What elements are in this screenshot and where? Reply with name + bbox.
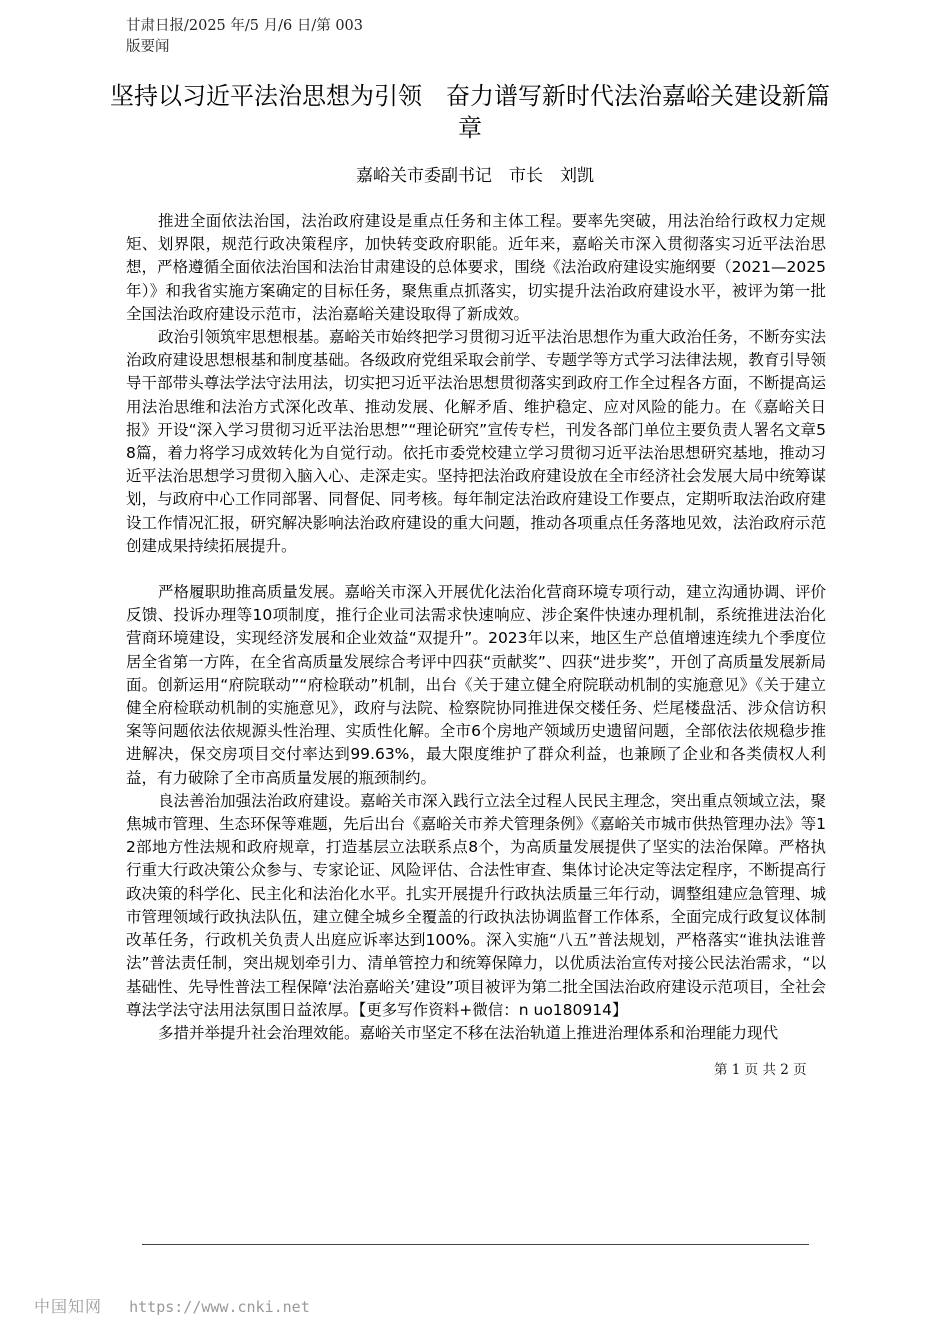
source-line-2: 版要闻 (126, 39, 170, 55)
paragraph-high-quality-development: 严格履职助推高质量发展。嘉峪关市深入开展优化法治化营商环境专项行动，建立沟通协调、评价反馈、投诉办理等10项制度，推行企业司法需求快速响应、涉企案件快速办理机制，系统推进法治化营商环境建设，实现经济发展和企业效益“双提升”。2023年以来，地区生产总值增速连续九个季度位居全省第一方阵，在全省高质量发展综合考评中四获“贡献奖”、四获“进步奖”，开创了高质量发展新局面。创新运用“府院联动”“府检联动”机制，出台《关于建立健全府院联动机制的实施意见》《关于建立健全府检联动机制的实施意见》，政府与法院、检察院协同推进保交楼任务、烂尾楼盘活、涉众信访积案等问题依法依规源头性治理、实质性化解。全市6个房地产领域历史遗留问题，全部依法依规稳步推进解决，保交房项目交付率达到99.63%，最大限度维护了群众利益，也兼顾了企业和各类债权人利益，有力破除了全市高质量发展的瓶颈制约。 (126, 583, 826, 787)
paragraph-rule-of-law-government: 良法善治加强法治政府建设。嘉峪关市深入践行立法全过程人民民主理念，突出重点领域立法，聚焦城市管理、生态环保等难题，先后出台《嘉峪关市养犬管理条例》《嘉峪关市城市供热管理办法》等12部地方性法规和政府规章，打造基层立法联系点8个，为高质量发展提供了坚实的法治保障。严格执行重大行政决策公众参与、专家论证、风险评估、合法性审查、集体讨论决定等法定程序，不断提高行政决策的科学化、民主化和法治化水平。扎实开展提升行政执法质量三年行动，调整组建应急管理、城市管理领域行政执法队伍，建立健全城乡全覆盖的行政执法协调监督工作体系，全面完成行政复议体制改革任务，行政机关负责人出庭应诉率达到100%。深入实施“八五”普法规划，严格落实“谁执法谁普法”普法责任制，突出规划牵引力、清单管控力和统筹保障力，以优质法治宣传对接公民法治需求，“以基础性、先导性普法工程保障‘法治嘉峪关’建设”项目被评为第二批全国法治政府建设示范项目，全社会尊法学法守法用法氛围日益浓厚。【更多写作资料+微信：n uo180914】 (126, 791, 826, 1019)
source-header (126, 16, 363, 58)
page-number: 第 1 页 共 2 页 (714, 1062, 807, 1078)
paragraph-social-governance: 多措并举提升社会治理效能。嘉峪关市坚定不移在法治轨道上推进治理体系和治理能力现代 (158, 1023, 779, 1042)
cnki-url-link[interactable]: https://www.cnki.net (129, 1298, 310, 1316)
article-title: 坚持以习近平法治思想为引领 奋力谱写新时代法治嘉峪关建设新篇章 (110, 82, 830, 142)
source-line-1: 甘肃日报/2025 年/5 月/6 日/第 003 (126, 18, 364, 34)
paragraph-political-guidance: 政治引领筑牢思想根基。嘉峪关市始终把学习贯彻习近平法治思想作为重大政治任务，不断夯实法治政府建设思想根基和制度基础。各级政府党组采取会前学、专题学等方式学习法律法规，教育引导领导干部带头尊法学法守法用法，切实把习近平法治思想贯彻落实到政府工作全过程各方面，不断提高运用法治思维和法治方式深化改革、推动发展、化解矛盾、维护稳定、应对风险的能力。在《嘉峪关日报》开设“深入学习贯彻习近平法治思想”“理论研究”宣传专栏，刊发各部门单位主要负责人署名文章58篇，着力将学习成效转化为自觉行动。依托市委党校建立学习贯彻习近平法治思想研究基地，推动习近平法治思想学习贯彻入脑入心、走深走实。坚持把法治政府建设放在全市经济社会发展大局中统筹谋划，与政府中心工作同部署、同督促、同考核。每年制定法治政府建设工作要点，定期听取法治政府建设工作情况汇报，研究解决影响法治政府建设的重大问题，推动各项重点任务落地见效，法治政府示范创建成果持续拓展提升。 (126, 328, 826, 555)
paragraph-intro: 推进全面依法治国，法治政府建设是重点任务和主体工程。要率先突破，用法治给行政权力定规矩、划界限，规范行政决策程序，加快转变政府职能。近年来，嘉峪关市深入贯彻落实习近平法治思想，严格遵循全面依法治国和法治甘肃建设的总体要求，围绕《法治政府建设实施纲要（2021—2025年）》和我省实施方案确定的目标任务，聚焦重点抓落实，切实提升法治政府建设水平，被评为第一批全国法治政府建设示范市，法治嘉峪关建设取得了新成效。 (126, 212, 826, 323)
article-body (126, 210, 826, 1045)
footer-divider (142, 1244, 809, 1245)
footer (34, 1294, 310, 1317)
paragraph-spacer (126, 558, 826, 581)
cnki-logo: 中国知网 (34, 1297, 103, 1316)
author-byline: 嘉峪关市委副书记 市长 刘凯 (356, 166, 594, 186)
